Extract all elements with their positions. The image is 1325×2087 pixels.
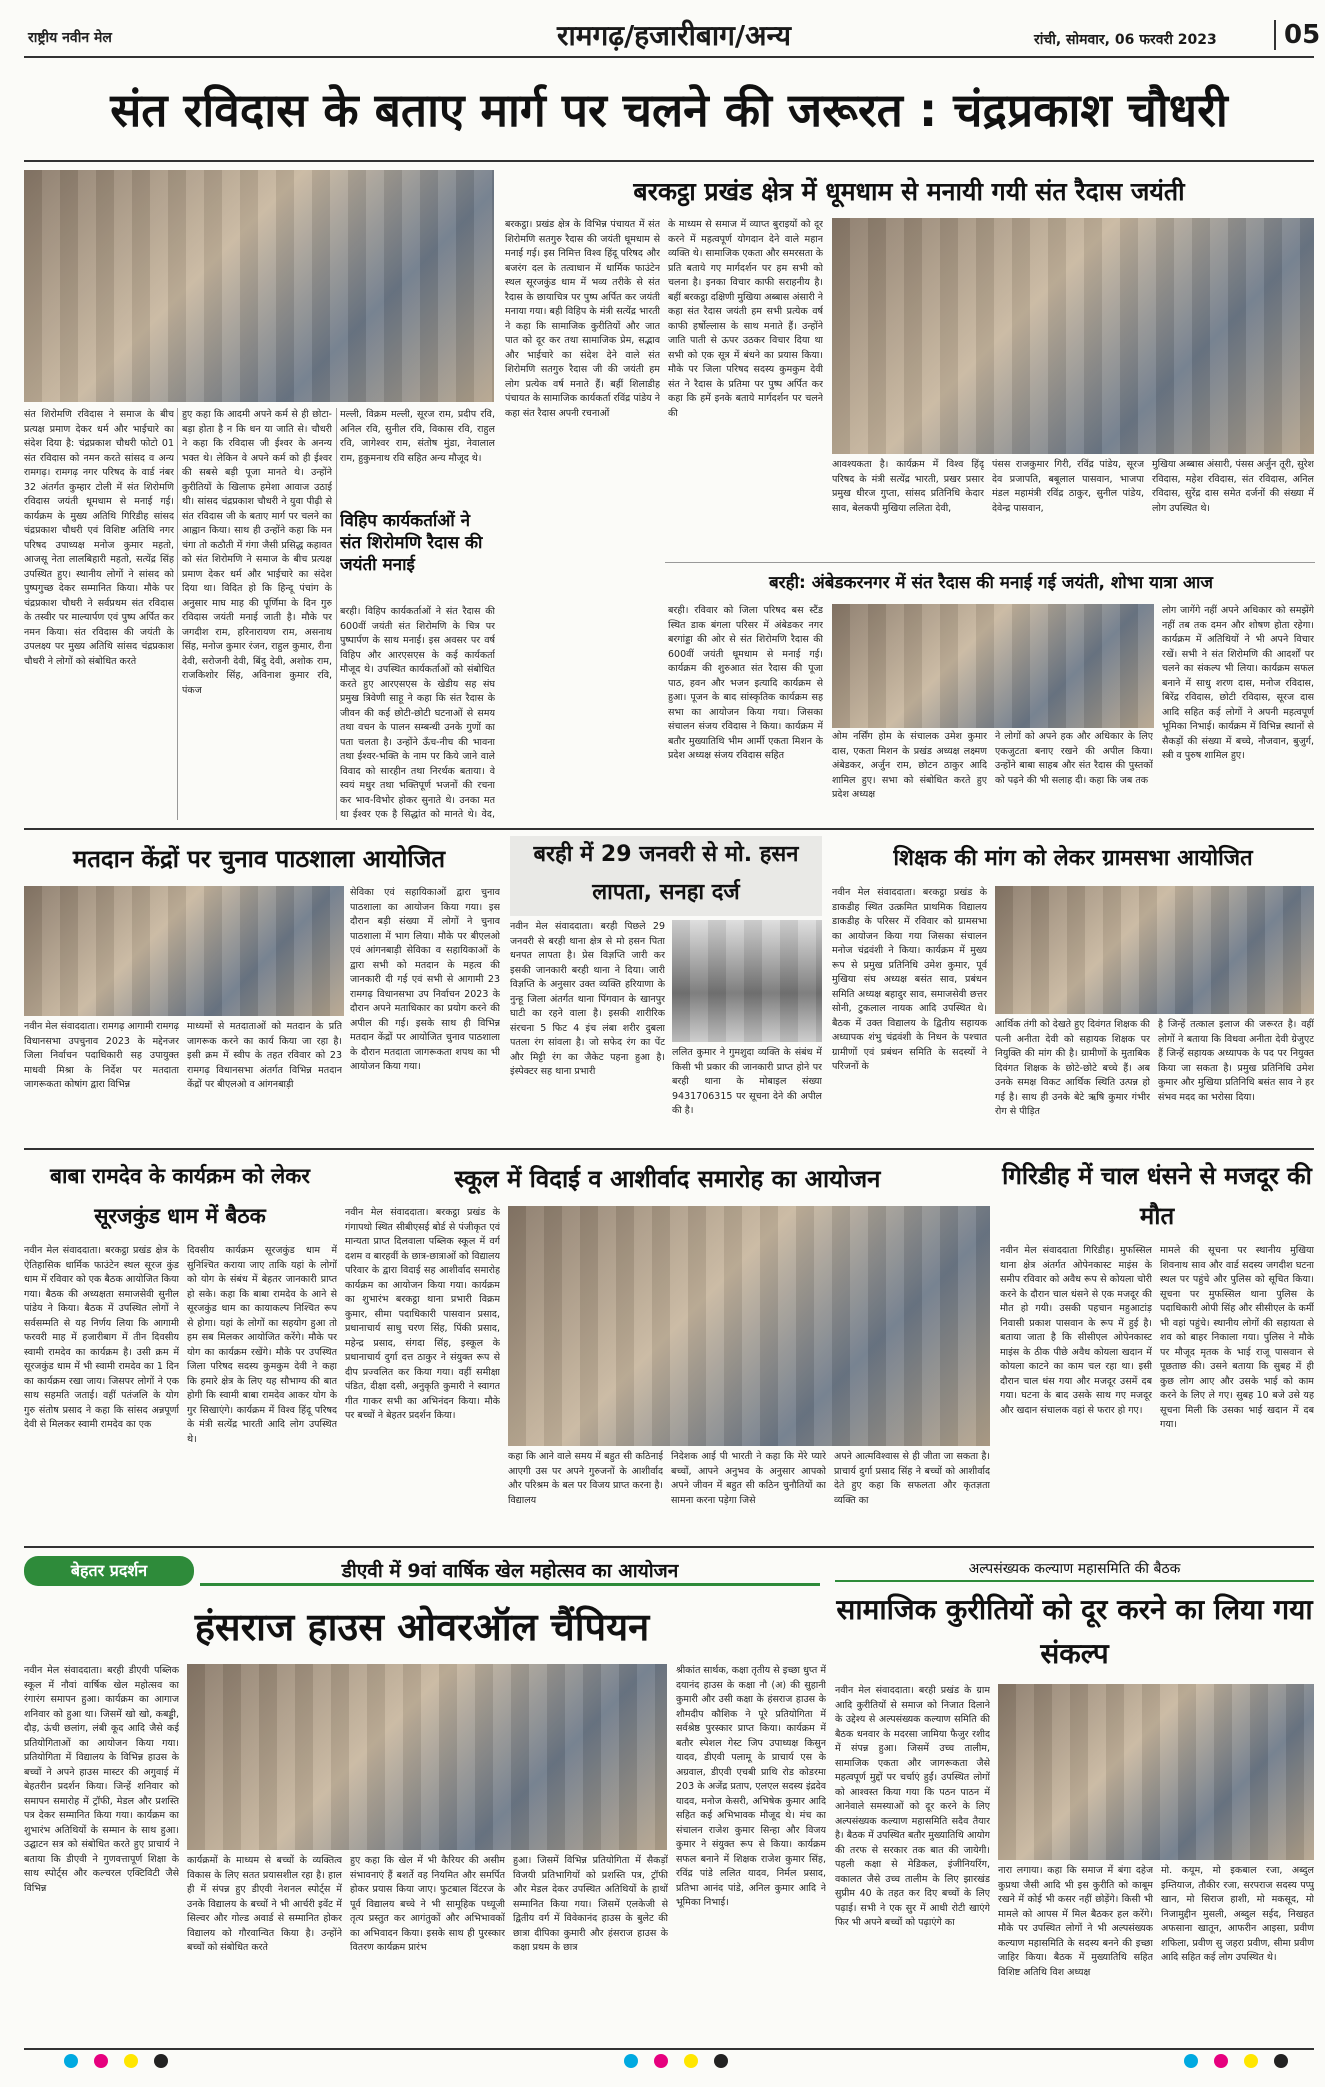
missing-col1: नवीन मेल संवाददाता। बरही पिछले 29 जनवरी से बरही थाना क्षेत्र से मो हसन पिता धनपत लापता है। प्रेस विज्ञप्ति जारी कर इसकी जानकारी बरही थाना ने दिया। जारी विज्ञप्ति के अनुसार उक्त व्यक्ति हरियाणा के नुन्हू जिला अंतर्गत थाना पिंगवान के खानपुर घाटी का रहने वाला है। इसकी शारीरिक संरचना 5 फिट 4 इंच लंबा शरीर दुबला पतला रंग सांवला है। जो सफेद रंग का पेंट और मिट्टी रंग का जैकेट पहना हुआ है। इंस्पेक्टर सह थाना प्रभारी xyxy=(510,921,665,1077)
barkattha-col3: आवश्यकता है। कार्यक्रम में विश्व हिंदू परिषद के मंत्री सत्येंद्र भारती, प्रखर प्रसार प्रमुख धीरज गुप्ता, सांसद प्रतिनिधि केदार साव, बेलकपी मुखिया ललिता देवी, xyxy=(832,459,984,514)
farewell-col4: अपने आत्मविश्वास से ही जीता जा सकता है। प्राचार्य दुर्गा प्रसाद सिंह ने बच्चों को आशीर्वाद देते हुए कहा कि सफलता और कृतज्ञता व्यक्ति का xyxy=(834,1451,990,1506)
barhi-ambedkar-col4: लोग जागेंगे नहीं अपने अधिकार को समझेंगे नहीं तब तक दमन और शोषण होता रहेगा। कार्यक्रम में अतिथियों ने भी अपने विचार रखें। सभी ने संत शिरोमणि की आदर्शों पर चलने का संकल्प भी लिया। कार्यक्रम सफल बनाने में साधु शरण दास, मनोज रविदास, बिरेंद्र रविदास, छोटी रविदास, सूरज दास आदि सहित कई लोगों ने अपनी महत्वपूर्ण भूमिका निभाई। कार्यक्रम में विभिन्न स्थानों से सैकड़ों की संख्या में बच्चे, नौजवान, बुजुर्ग, स्त्री व पुरुष शामिल हुए। xyxy=(1162,605,1314,761)
minority-photo xyxy=(998,1684,1314,1860)
farewell-headline: स्कूल में विदाई व आशीर्वाद समारोह का आयोजन xyxy=(454,1165,881,1193)
sports-col3: हुए कहा कि खेल में भी कैरियर की असीम संभावनाएं हैं बशर्ते वह नियमित और समर्पित होकर प्रयास किया जाए। फुटबाल विंटरज के पूर्व विद्यालय बच्चे ने भी सामूहिक पध्यूजी तृत्य प्रस्तुत कर आगंतुकों और अभिभावकों का अभिवादन किया। इसके साथ ही पुरस्कार वितरण कार्यक्रम प्रारंभ xyxy=(350,1855,505,1953)
barkattha-photo xyxy=(832,218,1314,454)
lead-headline: संत रविदास के बताए मार्ग पर चलने की जरूरत : चंद्रप्रकाश चौधरी xyxy=(110,83,1228,137)
registration-bar xyxy=(24,2048,1314,2070)
minority-kicker: अल्पसंख्यक कल्याण महासमिति की बैठक xyxy=(835,1556,1314,1582)
lead-body-col1: संत शिरोमणि रविदास ने समाज के बीच प्रत्यक्ष प्रमाण देकर धर्म और भाईचारे का संदेश दिया है: चंद्रप्रकाश चौधरी फोटो 01 संत रविदास को नमन करते सांसद व अन्य रामगढ़। रामगढ़ नगर परिषद के वार्ड नंबर 32 अंतर्गत कुम्हार टोली में संत शिरोमणि रविदास जयंती धूमधाम से मनाई गई। कार्यक्रम के मुख्य अतिथि गिरिडीह सांसद चंद्रप्रकाश चौधरी एवं विशिष्ट अतिथि नगर परिषद उपाध्यक्ष मनोज कुमार महतो, आजसू नेता लालबिहारी महतो, सत्येंद्र सिंह उपस्थित हुए। स्थानीय लोगों ने सांसद को पुष्पगुच्छ देकर सम्मानित किया। मौके पर चंद्रप्रकाश चौधरी ने सर्वप्रथम संत रविदास के तस्वीर पर माल्यार्पण एवं पुष्प अर्पित कर नमन किया। संत रविदास की जयंती के उपलक्ष्य पर मुख्य अतिथि सांसद चंद्रप्रकाश चौधरी ने लोगों को संबोधित करते xyxy=(24,409,174,667)
gramsabha-photo xyxy=(995,886,1314,1014)
election-col1: नवीन मेल संवाददाता। रामगढ़ आगामी रामगढ़ विधानसभा उपचुनाव 2023 के मद्देनजर जिला निर्वाचन पदाधिकारी सह उपायुक्त माधवी मिश्रा के निर्देश पर मतदाता जागरूकता कोषांग द्वारा विभिन्न xyxy=(24,1021,179,1090)
minority-col1: नवीन मेल संवाददाता। बरही प्रखंड के ग्राम आदि कुरीतियों से समाज को निजात दिलाने के उद्देश्य से अल्पसंख्यक कल्याण समिति की बैठक धनवार के मदरसा जामिया फैजुर रशीद में संपन्न हुआ। जिसमें उच्च तालीम, सामाजिक एकता और जागरूकता जैसे महत्वपूर्ण मुद्दों पर चर्चाएं हुईं। उपस्थित लोगों को आश्वस्त किया गया कि पठन पाठन में आनेवाले समस्याओं को दूर करने के लिए अल्पसंख्यक कल्याण महासमिति सदैव तैयार है। बैठक में उपस्थित बतौर मुख्यातिथि आयोग की तरफ से सरकार तक बात की जायेगी। पहली कक्षा से मेडिकल, इंजीनियरिंग, वकालत जैसे उच्च तालीम के लिए झारखंड सुप्रीम 40 के तहत कर दिए बच्चों के लिए पढ़ाई। सभी ने एक सुर में आधी रोटी खाएंगे फिर भी अपने बच्चों को पढ़ाएंगे का xyxy=(835,1685,990,1928)
ramdev-col1: नवीन मेल संवाददाता। बरकट्ठा प्रखंड क्षेत्र के ऐतिहासिक धार्मिक फाउंटेन स्थल सूरज कुंड धाम में रविवार को एक बैठक आयोजित किया गया। बैठक की अध्यक्षता समाजसेवी सुनील पांडेय ने किया। बैठक में उपस्थित लोगों ने सर्वसम्मति से यह निर्णय लिया कि आगामी फरवरी माह में हजारीबाग में तीन दिवसीय स्वामी रामदेव का कार्यक्रम है। उसी क्रम में सूरजकुंड धाम में भी स्वामी रामदेव का 1 दिन का कार्यक्रम रखा जाय। जिसपर लोगों ने एक साथ सहमति जताई। वहीं पतंजलि के योग गुरु संतोष प्रसाद ने कहा कि सांसद अन्नपूर्णा देवी से मिलकर स्वामी रामदेव का एक xyxy=(24,1245,179,1430)
sports-kicker: डीएवी में 9वां वार्षिक खेल महोत्सव का आयोजन xyxy=(200,1556,820,1586)
barhi-ambedkar-col3: ने लोगों को अपने हक और अधिकार के लिए एकजुटता बनाए रखने की अपील किया। उन्होंने बाबा साहब और संत रैदास की पुस्तकों को पढ़ने की भी सलाह दी। कहा कि जब तक xyxy=(995,731,1153,786)
page-number: 05 xyxy=(1274,20,1320,50)
sports-col5: श्रीकांत सार्थक, कक्षा तृतीय से इच्छा धुप्त में दयानंद हाउस के कक्षा नौ (अ) की सुहानी कुमारी और उसी कक्षा के हंसराज हाउस के शौमदीप कौशिक ने पूरे प्रतियोगिता में सर्वश्रेष्ठ पुरस्कार प्राप्त किया। कार्यक्रम में बतौर स्पेशल गेस्ट जिप उपाध्यक्ष किसुन यादव, डीएवी पलामू के प्राचार्य एस के अग्रवाल, डीएवी एचबी प्राथि रोड कोडरमा 203 के अजेंद्र प्रताप, एलएल सदस्य इंद्रदेव यादव, मनोज केसरी, अभिषेक कुमार आदि सहित कई अभिभावक मौजूद थे। मंच का संचालन राजेश कुमार सिन्हा और विजय कुमार ने संयुक्त रूप से किया। कार्यक्रम सफल बनाने में शिक्षक राजेश कुमार सिंह, रविंद्र पांडे ललित यादव, निर्मल प्रसाद, प्रतिभा आनंद पांडे, अनिल कुमार आदि ने भूमिका निभाई। xyxy=(676,1665,826,1908)
vhp-body-a: बरही। विहिप कार्यकर्ताओं ने संत रैदास की 600वीं जयंती संत शिरोमणि के चित्र पर पुष्पार्पण के साथ मनाई। इस अवसर पर वर्ष विहिप और आरएसएस के कई कार्यकर्ता मौजूद थे। उपस्थित कार्यकर्ताओं को संबोधित करते हुए आरएसएस के खेडीय सह संघ प्रमुख त्रिवेणी साहू ने कहा कि संत रैदास के जीवन की कई छोटी-छोटी घटनाओं से समय तथा वचन के पालन सम्बन्धी उनके गुणों का पता चलता है। उन्होंने ऊँच-नीच की भावना तथा ईश्वर-भक्ति के नाम पर किये जाने वाले विवाद को सारहीन तथा निरर्थक बताया। वे स्वयं मधुर तथा भक्तिपूर्ण भजनों की रचना कर भाव-विभोर होकर सुनाते थे। उनका मत था ईश्वर एक है सिद्धांत को मानते थे। वेद, xyxy=(340,606,495,820)
gramsabha-headline: शिक्षक की मांग को लेकर ग्रामसभा आयोजित xyxy=(893,846,1253,871)
ramdev-headline: बाबा रामदेव के कार्यक्रम को लेकर सूरजकुंड धाम में बैठक xyxy=(50,1164,310,1228)
farewell-col2: कहा कि आने वाले समय में बहुत सी कठिनाई आएगी उस पर अपने गुरुजनों के आशीर्वाद और परिश्रम के बल पर विजय प्राप्त करना है। विद्यालय xyxy=(508,1451,663,1506)
barkattha-col1: बरकट्ठा। प्रखंड क्षेत्र के विभिन्न पंचायत में संत शिरोमणि सतगुरु रैदास की जयंती धूमधाम से मनाई गई। इस निमित्त विश्व हिंदू परिषद और बजरंग दल के तत्वाधान में धार्मिक फाउंटेन स्थल सूरजकुंड धाम में भव्य तरीके से संत रैदास के छायाचित्र पर पुष्प अर्पित कर जयंती मनाया गया। बही विहिप के मंत्री सत्येंद्र भारती ने कहा कि सामाजिक कुरीतियों और जात पात को दूर कर तथा सामाजिक प्रेम, सद्भाव और भाईचारे का संदेश देने वाले संत शिरोमणि सतगुरु रैदास जी की जयंती हम लोग प्रत्येक वर्ष मनाते हैं। बहीं शिलाडीह पंचायत के सामाजिक कार्यकर्ता रविंद्र पांडेय ने कहा संत रैदास अपनी रचनाओं xyxy=(505,219,660,419)
lead-body-col2: हुए कहा कि आदमी अपने कर्म से ही छोटा-बड़ा होता है न कि धन या जाति से। चौधरी ने कहा कि रविदास जी ईश्वर के अनन्य भक्त थे। लेकिन वे अपने कर्म को ही ईश्वर की सबसे बड़ी पूजा मानते थे। उन्होंने कुरीतियों के खिलाफ हमेशा आवाज उठाई थी। सांसद चंद्रप्रकाश चौधरी ने युवा पीढ़ी से संत रविदास जी के बताए मार्ग पर चलने का आह्वान किया। साथ ही उन्होंने कहा कि मन चंगा तो कठौती में गंगा जैसी प्रसिद्ध कहावत को संत शिरोमणि ने समाज के बीच प्रत्यक्ष प्रमाण देकर धर्म और भाईचारे का संदेश दिया था। विदित हो कि हिन्दू पंचांग के अनुसार माघ माह की पूर्णिमा के दिन गुरु रविदास जयंती मनाई जाती है। मौके पर जगदीश राम, हरिनारायण राम, असनाथ सिंह, मनोज कुमार रंजन, राहुल कुमार, रीना देवी, सरोजनी देवी, बिंदु देवी, अशोक राम, राजकिशोर सिंह, अविनाश कुमार रवि, पंकज xyxy=(182,409,332,696)
election-col2: माध्यमों से मतदाताओं को मतदान के प्रति जागरूक करने का कार्य किया जा रहा है। इसी क्रम में स्वीप के तहत रविवार को 23 रामगढ़ विधानसभा अंतर्गत विभिन्न मतदान केंद्रों पर बीएलओ व आंगनबाड़ी xyxy=(187,1021,342,1090)
barkattha-col4: पंसस राजकुमार गिरी, रविंद्र पांडेय, सूरज देव प्रजापति, बबूलाल पासवान, भाजपा मंडल महामंत्री रविंद्र ठाकुर, सुनील पांडेय, देवेन्द्र पासवान, xyxy=(992,459,1144,514)
edition-date: रांची, सोमवार, 06 फरवरी 2023 xyxy=(1034,32,1217,48)
farewell-photo xyxy=(508,1206,990,1446)
ravidas-jayanti-photo xyxy=(24,170,494,402)
sports-col4: हुआ। जिसमें विभिन्न प्रतियोगिता में सैकड़ों विजयी प्रतिभागियों को प्रशस्ति पत्र, ट्रॉफी और मेडल देकर उपस्थित अतिथियों के हाथों सम्मानित किया गया। जिसमें एलकेजी से द्वितीय वर्ग में विवेकानंद हाउस के बुलेट की छात्रा दीपिका कुमारी और हंसराज हाउस के कक्षा प्रथम के छात्र xyxy=(513,1855,668,1953)
gramsabha-col3: है जिन्हें तत्काल इलाज की जरूरत है। वहीं लोगों ने बताया कि विधवा अनीता देवी ग्रेजुएट हैं जिन्हें सहायक अध्यापक के पद पर नियुक्त किया जा सकता है। प्रमुख प्रतिनिधि उमेश कुमार और मुखिया प्रतिनिधि बसंत साव ने हर संभव मदद का भरोसा दिया। xyxy=(1158,1019,1314,1103)
lead-body-col3: मल्ली, विक्रम मल्ली, सूरज राम, प्रदीप रवि, अनिल रवि, सुनील रवि, विकास रवि, राहुल रवि, जागेश्वर राम, संतोष मुंडा, नेवालाल राम, हुकुमनाथ रवि सहित अन्य मौजूद थे। xyxy=(340,409,495,464)
election-photo xyxy=(24,886,344,1016)
election-headline: मतदान केंद्रों पर चुनाव पाठशाला आयोजित xyxy=(72,845,446,873)
barkattha-col5: मुखिया अब्बास अंसारी, पंसस अर्जुन तूरी, सुरेश रविदास, महेश रविदास, संत रविदास, अनिल रविदास, सुरेंद्र दास समेत दर्जनों की संख्या में लोग उपस्थित थे। xyxy=(1152,459,1314,514)
farewell-col3: निदेशक आई पी भारती ने कहा कि मेरे प्यारे बच्चों, आपने अनुभव के अनुसार आपको अपने जीवन में बहुत सी कठिन चुनौतियों का सामना करना पड़ेगा जिसे xyxy=(671,1451,826,1506)
sports-col1: नवीन मेल संवाददाता। बरही डीएवी पब्लिक स्कूल में नौवां वार्षिक खेल महोत्सव का रंगारंग समापन हुआ। कार्यक्रम का आगाज शनिवार को हुआ था। जिसमें खो खो, कबड्डी, दौड़, ऊंची छलांग, लंबी कूद आदि जैसे कई प्रतियोगिताओं का आयोजन किया गया। प्रतियोगिता में विद्यालय के विभिन्न हाउस के बच्चों ने अपने हाउस मास्टर की अगुवाई में बेहतरीन प्रदर्शन किया। जिन्हें शनिवार को समापन समारोह में ट्रॉफी, मेडल और प्रशस्ति पत्र देकर सम्मानित किया गया। कार्यक्रम का शुभारंभ अतिथियों के सम्मान के साथ हुआ। उद्घाटन सत्र को संबोधित करते हुए प्राचार्य ने बताया कि डीएवी ने गुणवत्तापूर्ण शिक्षा के साथ स्पोर्ट्स और कल्चरल एक्टिविटी जैसे विभिन्न xyxy=(24,1665,179,1894)
sports-headline: हंसराज हाउस ओवरऑल चैंपियन xyxy=(194,1605,650,1649)
gramsabha-col1: नवीन मेल संवाददाता। बरकट्ठा प्रखंड के डाकडीह स्थित उत्क्रमित प्राथमिक विद्यालय डाकडीह के परिसर में रविवार को ग्रामसभा का आयोजन किया गया जिसका संचालन मनोज चंद्रवंशी ने किया। कार्यक्रम में मुख्य रूप से प्रमुख प्रतिनिधि उमेश कुमार, पूर्व मुखिया संघ अध्यक्ष बसंत साव, प्रबंधन समिति अध्यक्ष बहादुर साव, समाजसेवी छत्तर सोनी, टुकलाल नायक आदि उपस्थित थे। बैठक में उक्त विद्यालय के द्वितीय सहायक अध्यापक शंभु चंद्रवंशी के निधन के पश्चात ग्रामीणों एवं प्रबंधन समिति के सदस्यों ने परिजनों के xyxy=(832,887,987,1072)
missing-col2: ललित कुमार ने गुमशुदा व्यक्ति के संबंध में किसी भी प्रकार की जानकारी प्राप्त होने पर बरही थाना के मोबाइल संख्या 9431706315 पर सूचना देने की अपील की है। xyxy=(672,1047,822,1116)
sports-col2: कार्यक्रमों के माध्यम से बच्चों के व्यक्तित्व विकास के लिए सतत प्रयासशील रहा है। हाल ही में संपन्न हुए डीएवी नेशनल स्पोर्ट्स में उनके विद्यालय के बच्चों ने भी आर्चरी इवेंट में सिल्वर और गोल्ड अवार्ड से सम्मानित होकर विद्यालय को गौरवान्वित किया है। उन्होंने बच्चों को संबोधित करते xyxy=(187,1855,342,1953)
minority-col2: नारा लगाया। कहा कि समाज में बंगा दहेज कुप्रथा जैसी आदि भी इस कुरीति को काबूम रखने में कोई भी कसर नहीं छोड़ेंगे। किसी भी मामले को आपस में मिल बैठकर हल करेंगे। मौके पर उपस्थित लोगों ने भी अल्पसंख्यक कल्याण महासमिति के सदस्य बनने की इच्छा जाहिर किया। बैठक में मुख्यातिथि सहित विशिष्ट अतिथि विश अध्यक्ष xyxy=(998,1865,1153,1978)
section-title: रामगढ़/हजारीबाग/अन्य xyxy=(557,19,791,52)
giridih-headline: गिरिडीह में चाल धंसने से मजदूर की मौत xyxy=(1002,1162,1312,1230)
newspaper-logo: राष्ट्रीय नवीन मेल xyxy=(28,30,112,46)
giridih-col1: नवीन मेल संवाददाता गिरिडीह। मुफस्सिल थाना क्षेत्र अंतर्गत ओपेनकास्ट माइंस के समीप रविवार को अवैध रूप से कोयला चोरी करने के दौरान चाल धंसने से एक मजदूर की मौत हो गयी। उसकी पहचान महुआटांड़ निवासी प्रकाश पासवान के रूप में हुई है। बताया जाता है कि सीसीएल ओपेनकास्ट माइंस के ठीक पीछे अवैध कोयला खदान में कोयला काटने का काम चल रहा था। इसी दौरान चाल धंस गया और मजदूर उसमें दब गया। घटना के बाद उसके साथ गए मजदूर और खदान संचालक वहां से फरार हो गए। xyxy=(1000,1245,1152,1416)
sports-tag: बेहतर प्रदर्शन xyxy=(24,1556,194,1586)
missing-person-photo xyxy=(672,920,822,1042)
barhi-ambedkar-photo xyxy=(832,604,1154,728)
masthead xyxy=(24,14,1321,58)
minority-headline: सामाजिक कुरीतियों को दूर करने का लिया गया संकल्प xyxy=(836,1593,1313,1670)
barkattha-headline: बरकट्ठा प्रखंड क्षेत्र में धूमधाम से मनायी गयी संत रैदास जयंती xyxy=(633,177,1185,206)
giridih-col2: मामले की सूचना पर स्थानीय मुखिया शिवनाथ साव और वार्ड सदस्य जगदीश घटना स्थल पर पहुंचे और पुलिस को सूचित किया। सूचना पर मुफस्सिल थाना पुलिस के पदाधिकारी ओपी सिंह और सीसीएल के कर्मी भी वहां पहुंचे। स्थानीय लोगों की सहायता से शव को बाहर निकाला गया। पुलिस ने मौके पर मौजूद मृतक के भाई राजू पासवान से पूछताछ की। उसने बताया कि सुबह में ही कुछ लोग आए और उसके भाई को काम करने के लिए ले गए। सुबह 10 बजे उसे यह सूचना मिली कि उसका भाई खदान में दब गया। xyxy=(1160,1245,1314,1430)
barkattha-col2: के माध्यम से समाज में व्याप्त बुराइयों को दूर करने में महत्वपूर्ण योगदान देने वाले महान व्यक्ति थे। सामाजिक एकता और समरसता के प्रति बताये गए मार्गदर्शन पर हम सभी को चलना है। इनका विचार काफी सराहनीय है। बहीं बरकट्ठा दक्षिणी मुखिया अब्बास अंसारी ने कहा संत रैदास जयंती हम सभी प्रत्येक वर्ष काफी हर्षोल्लास के साथ मनाते हैं। उन्होंने जाति पाती से ऊपर उठकर विचार दिया था सभी को एक सूत्र में बंधने का प्रयास किया। मौके पर जिला परिषद सदस्य कुमकुम देवी संत ने रैदास के प्रतिमा पर पुष्प अर्पित कर कहा कि हमें इनके बताये मार्गदर्शन पर चलने की xyxy=(668,219,823,419)
farewell-col1: नवीन मेल संवाददाता। बरकट्ठा प्रखंड के गंगापथो स्थित सीबीएसई बोर्ड से पंजीकृत एवं मान्यता प्राप्त दिलवाला पब्लिक स्कूल में वर्ग दशम व बारहवीं के छात्र-छात्राओं को विद्यालय परिवार के द्वारा विदाई सह आशीर्वाद समारोह कार्यक्रम का आयोजन किया गया। कार्यक्रम का शुभारंभ बरकट्ठा थाना प्रभारी विक्रम कुमार, सीमा पदाधिकारी पासवान प्रसाद, प्रधानाचार्य साधु चरण सिंह, पिंकी प्रसाद, महेन्द्र प्रसाद, संगदा सिंह, इस्कूल के प्रधानाचार्य दुर्गा दत्त ठाकुर ने संयुक्त रूप से दीप प्रज्वलित कर किया गया। वहीं समीक्षा पंडित, दीक्षा दसी, अनुकृति कुमारी ने स्वागत गीत गाकर सभी का अभिनंदन किया। मौके पर बच्चों ने बेहतर प्रदर्शन किया। xyxy=(345,1207,500,1421)
minority-col3: मो. कयूम, मो इकबाल रजा, अब्दुल इम्तियाज, तौकीर रजा, सरपराज सदस्य पप्पु खान, मो सिराज हाशी, मो मकसूद, मो निजामुद्दीन मुसली, अब्दुल सईद, निखहत अफसाना खातून, आफरीन आइसा, प्रवीण शफिला, प्रवीण सु जहरा प्रवीण, सीमा प्रवीण आदि सहित कई लोग उपस्थित थे। xyxy=(1161,1865,1314,1963)
barhi-ambedkar-col2: ओम नर्सिंग होम के संचालक उमेश कुमार दास, एकता मिशन के प्रखंड अध्यक्ष लक्ष्मण अंबेडकर, अर्जुन राम, छोटन ठाकुर आदि शामिल हुए। सभा को संबोधित करते हुए प्रदेश अध्यक्ष xyxy=(832,731,987,800)
election-col3: सेविका एवं सहायिकाओं द्वारा चुनाव पाठशाला का आयोजन किया गया। इस दौरान बड़ी संख्या में लोगों ने चुनाव पाठशाला में भाग लिया। मौके पर बीएलओ एवं आंगनबाड़ी सेविका व सहायिकाओं के द्वारा सभी को मतदान के महत्व की जानकारी दी गई एवं सभी से आगामी 23 रामगढ़ विधानसभा उप निर्वाचन 2023 के दौरान अपने मताधिकार का प्रयोग करने की अपील की गई। इसके साथ ही विभिन्न मतदान केंद्रों पर आयोजित चुनाव पाठशाला के दौरान मतदाता जागरूकता शपथ का भी आयोजन किया गया। xyxy=(350,887,500,1072)
missing-headline: बरही में 29 जनवरी से मो. हसन लापता, सनहा दर्ज xyxy=(510,836,822,916)
gramsabha-col2: आर्थिक तंगी को देखते हुए दिवंगत शिक्षक की पत्नी अनीता देवी को सहायक शिक्षक पर नियुक्ति की मांग की है। ग्रामीणों के मुताबिक दिवंगत शिक्षक के छोटे-छोटे बच्चे हैं। अब उनके समक्ष विकट आर्थिक स्थिति उत्पन्न हो गई है। साथ ही उनके बेटे ऋषि कुमार गंभीर रोग से पीड़ित xyxy=(995,1019,1150,1117)
barhi-ambedkar-headline: बरही: अंबेडकरनगर में संत रैदास की मनाई गई जयंती, शोभा यात्रा आज xyxy=(768,573,1214,593)
sports-photo xyxy=(187,1664,667,1850)
ramdev-col2: दिवसीय कार्यक्रम सूरजकुंड धाम में सुनिश्चित कराया जाए ताकि यहां के लोगों को योग के संबंध में बेहतर जानकारी प्राप्त हो सके। कहा कि बाबा रामदेव के आने से सूरजकुंड धाम का कायाकल्प निश्चित रूप से होगा। यहां के लोगों का सहयोग हुआ तो हम सब मिलकर आयोजित करेंगे। मौके पर योग का कार्यक्रम रखेंगे। मौके पर उपस्थित जिला परिषद सदस्य कुमकुम देवी ने कहा कि हमारे क्षेत्र के लिए यह सौभाग्य की बात होगी कि स्वामी बाबा रामदेव आकर योग के गुर सिखाएंगे। कार्यक्रम में विश्व हिंदू परिषद के मंत्री सत्येंद्र भारती आदि लोग उपस्थित थे। xyxy=(187,1245,337,1445)
barhi-ambedkar-col1: बरही। रविवार को जिला परिषद बस स्टैंड स्थित डाक बंगला परिसर में अंबेडकर नगर बरगांड्डा की ओर से संत शिरोमणि रैदास की 600वीं जयंती धूमधाम से मनाई गई। कार्यक्रम की शुरुआत संत रैदास की पूजा पाठ, हवन और भजन इत्यादि कार्यक्रम से हुआ। पूजन के बाद सांस्कृतिक कार्यक्रम सह सभा का आयोजन किया गया। जिसका संचालन संजय रविदास ने किया। कार्यक्रम में बतौर मुख्यातिथि भीम आर्मी एकता मिशन के प्रदेश अध्यक्ष संजय रविदास सहित xyxy=(668,605,823,761)
vhp-headline: विहिप कार्यकर्ताओं ने संत शिरोमणि रैदास की जयंती मनाई xyxy=(340,511,483,575)
vhp-body-b xyxy=(505,560,660,820)
